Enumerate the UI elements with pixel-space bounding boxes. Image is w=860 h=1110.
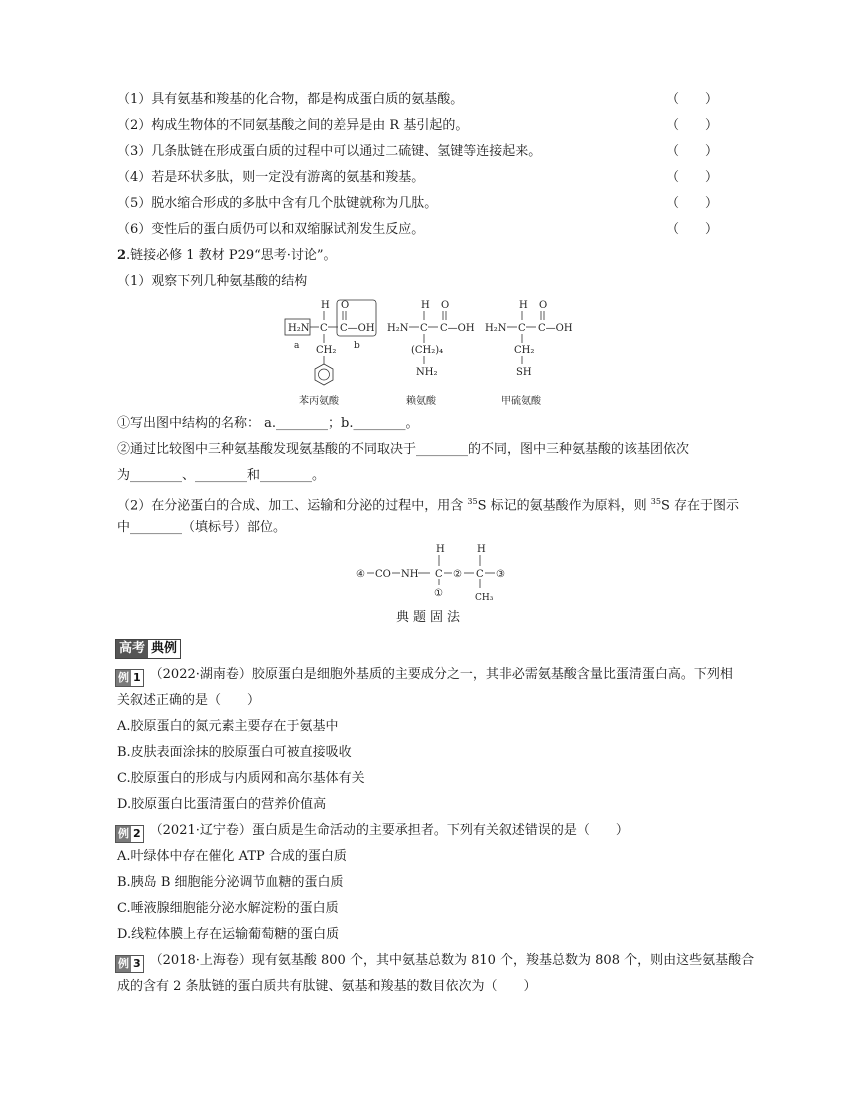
phe-h2n: H₂N bbox=[288, 323, 310, 334]
pep-circle-2: ② bbox=[453, 569, 462, 580]
answer-paren-5: （ ） bbox=[666, 196, 719, 211]
answer-paren-2: （ ） bbox=[666, 118, 719, 133]
pep-circle-3: ③ bbox=[496, 569, 505, 580]
sub2-text-b: S 标记的氨基酸作为原料，则 bbox=[477, 498, 651, 514]
example-1-option-a: A.胶原蛋白的氮元素主要存在于氨基中 bbox=[117, 719, 339, 734]
met-o: O bbox=[539, 300, 548, 311]
lys-chain: (CH₂)₄ bbox=[411, 345, 444, 356]
met-cooh: C—OH bbox=[538, 323, 573, 334]
label-a: a bbox=[294, 341, 300, 351]
amino-acid-structures-figure bbox=[280, 296, 590, 410]
answer-paren-3: （ ） bbox=[666, 144, 719, 159]
pep-c-2: C bbox=[476, 569, 484, 580]
example-2-stem-text: （2021·辽宁卷）蛋白质是生命活动的主要承担者。下列有关叙述错误的是（ ） bbox=[149, 823, 629, 838]
example-1-badge: 例 1 bbox=[115, 669, 144, 687]
question-2-number: 2 bbox=[117, 248, 127, 263]
met-c: C bbox=[518, 323, 526, 334]
question-2-sub1-q2-line2: 为________、________和________。 bbox=[117, 468, 326, 483]
pep-h-1: H bbox=[436, 544, 445, 555]
answer-paren-4: （ ） bbox=[666, 170, 719, 185]
badge-part-a: 高考 bbox=[116, 640, 148, 658]
peptide-structure-figure bbox=[350, 540, 520, 602]
lys-h2n: H₂N bbox=[387, 323, 409, 334]
example-1-option-d: D.胶原蛋白比蛋清蛋白的营养价值高 bbox=[117, 797, 327, 812]
met-name: 甲硫氨酸 bbox=[501, 396, 541, 407]
met-h2n: H₂N bbox=[485, 323, 507, 334]
question-2-sub2-line1 bbox=[117, 492, 739, 516]
example-1-option-c: C.胶原蛋白的形成与内质网和高尔基体有关 bbox=[117, 771, 365, 786]
section-heading: 典题固法 bbox=[395, 610, 464, 625]
question-2-sub1-q1: ①写出图中结构的名称： a.________；b.________。 bbox=[117, 416, 419, 431]
phe-c: C bbox=[320, 323, 328, 334]
met-sh: SH bbox=[516, 367, 532, 378]
question-2-text: .链接必修 1 教材 P29“思考·讨论”。 bbox=[126, 248, 337, 263]
pep-nh: NH bbox=[401, 569, 419, 580]
sub2-text-a: （2）在分泌蛋白的合成、加工、运输和分泌的过程中，用含 bbox=[117, 498, 468, 514]
lys-nh2: NH₂ bbox=[416, 367, 438, 378]
pep-ch3: CH₃ bbox=[475, 593, 494, 602]
lys-name: 赖氨酸 bbox=[406, 396, 436, 407]
question-2-sub1: （1）观察下列几种氨基酸的结构 bbox=[117, 274, 308, 289]
benzene-ring bbox=[315, 364, 333, 385]
phe-ch2: CH₂ bbox=[316, 345, 337, 356]
example-2-stem bbox=[115, 821, 629, 843]
question-2-title bbox=[117, 246, 337, 266]
answer-paren-1: （ ） bbox=[666, 92, 719, 107]
judgement-4: （4）若是环状多肽，则一定没有游离的氨基和羧基。 bbox=[117, 170, 425, 185]
gaokao-example-badge bbox=[115, 639, 181, 659]
sup-35-b: 35 bbox=[650, 497, 661, 506]
example-2-option-c: C.唾液腺细胞能分泌水解淀粉的蛋白质 bbox=[117, 901, 339, 916]
example-1-stem-text: （2022·湖南卷）胶原蛋白是细胞外基质的主要成分之一，其非必需氨基酸含量比蛋清蛋白高。下列相 bbox=[149, 667, 733, 682]
example-3-badge: 例 3 bbox=[115, 955, 144, 973]
example-2-option-d: D.线粒体膜上存在运输葡萄糖的蛋白质 bbox=[117, 927, 340, 942]
judgement-6: （6）变性后的蛋白质仍可以和双缩脲试剂发生反应。 bbox=[117, 222, 425, 237]
pep-h-2: H bbox=[477, 544, 486, 555]
met-h: H bbox=[519, 300, 528, 311]
example-2-option-a: A.叶绿体中存在催化 ATP 合成的蛋白质 bbox=[117, 849, 347, 864]
pep-c-1: C bbox=[435, 569, 443, 580]
judgement-5: （5）脱水缩合形成的多肽中含有几个肽键就称为几肽。 bbox=[117, 196, 438, 211]
example-1-option-b: B.皮肤表面涂抹的胶原蛋白可被直接吸收 bbox=[117, 745, 352, 760]
lys-cooh: C—OH bbox=[440, 323, 475, 334]
sub2-text-c: S 存在于图示 bbox=[660, 498, 739, 514]
example-2-option-b: B.胰岛 B 细胞能分泌调节血糖的蛋白质 bbox=[117, 875, 344, 890]
pep-co: CO bbox=[375, 569, 391, 580]
lys-c: C bbox=[420, 323, 428, 334]
question-2-sub1-q2-line1: ②通过比较图中三种氨基酸发现氨基酸的不同取决于________的不同，图中三种氨基酸的该基团依次 bbox=[117, 442, 690, 457]
sup-35-a: 35 bbox=[467, 497, 478, 506]
phe-name: 苯丙氨酸 bbox=[299, 396, 339, 407]
judgement-2: （2）构成生物体的不同氨基酸之间的差异是由 R 基引起的。 bbox=[117, 118, 469, 133]
phe-o: O bbox=[341, 300, 350, 311]
phe-cooh: C—OH bbox=[340, 323, 375, 334]
lys-o: O bbox=[441, 300, 450, 311]
badge-part-b: 典例 bbox=[148, 640, 180, 658]
judgement-1: （1）具有氨基和羧基的化合物，都是构成蛋白质的氨基酸。 bbox=[117, 92, 464, 107]
pep-circle-1: ① bbox=[434, 588, 443, 599]
judgement-3: （3）几条肽链在形成蛋白质的过程中可以通过二硫键、氢键等连接起来。 bbox=[117, 144, 542, 159]
example-2-badge: 例 2 bbox=[115, 825, 144, 843]
pep-circle-4: ④ bbox=[356, 569, 365, 580]
example-1-stem-line2: 关叙述正确的是（ ） bbox=[117, 693, 261, 708]
lys-h: H bbox=[421, 300, 430, 311]
phe-h: H bbox=[321, 300, 330, 311]
example-1-stem-line1 bbox=[115, 665, 733, 687]
question-2-sub2-line2: 中________（填标号）部位。 bbox=[117, 520, 287, 535]
answer-paren-6: （ ） bbox=[666, 222, 719, 237]
met-ch2: CH₂ bbox=[514, 345, 535, 356]
label-b: b bbox=[354, 341, 360, 351]
example-3-stem-text: （2018·上海卷）现有氨基酸 800 个，其中氨基总数为 810 个，羧基总数为 808 个，则由这些氨基酸合 bbox=[149, 953, 755, 968]
example-3-stem-line1 bbox=[115, 951, 754, 973]
example-3-stem-line2: 成的含有 2 条肽链的蛋白质共有肽键、氨基和羧基的数目依次为（ ） bbox=[117, 979, 537, 994]
